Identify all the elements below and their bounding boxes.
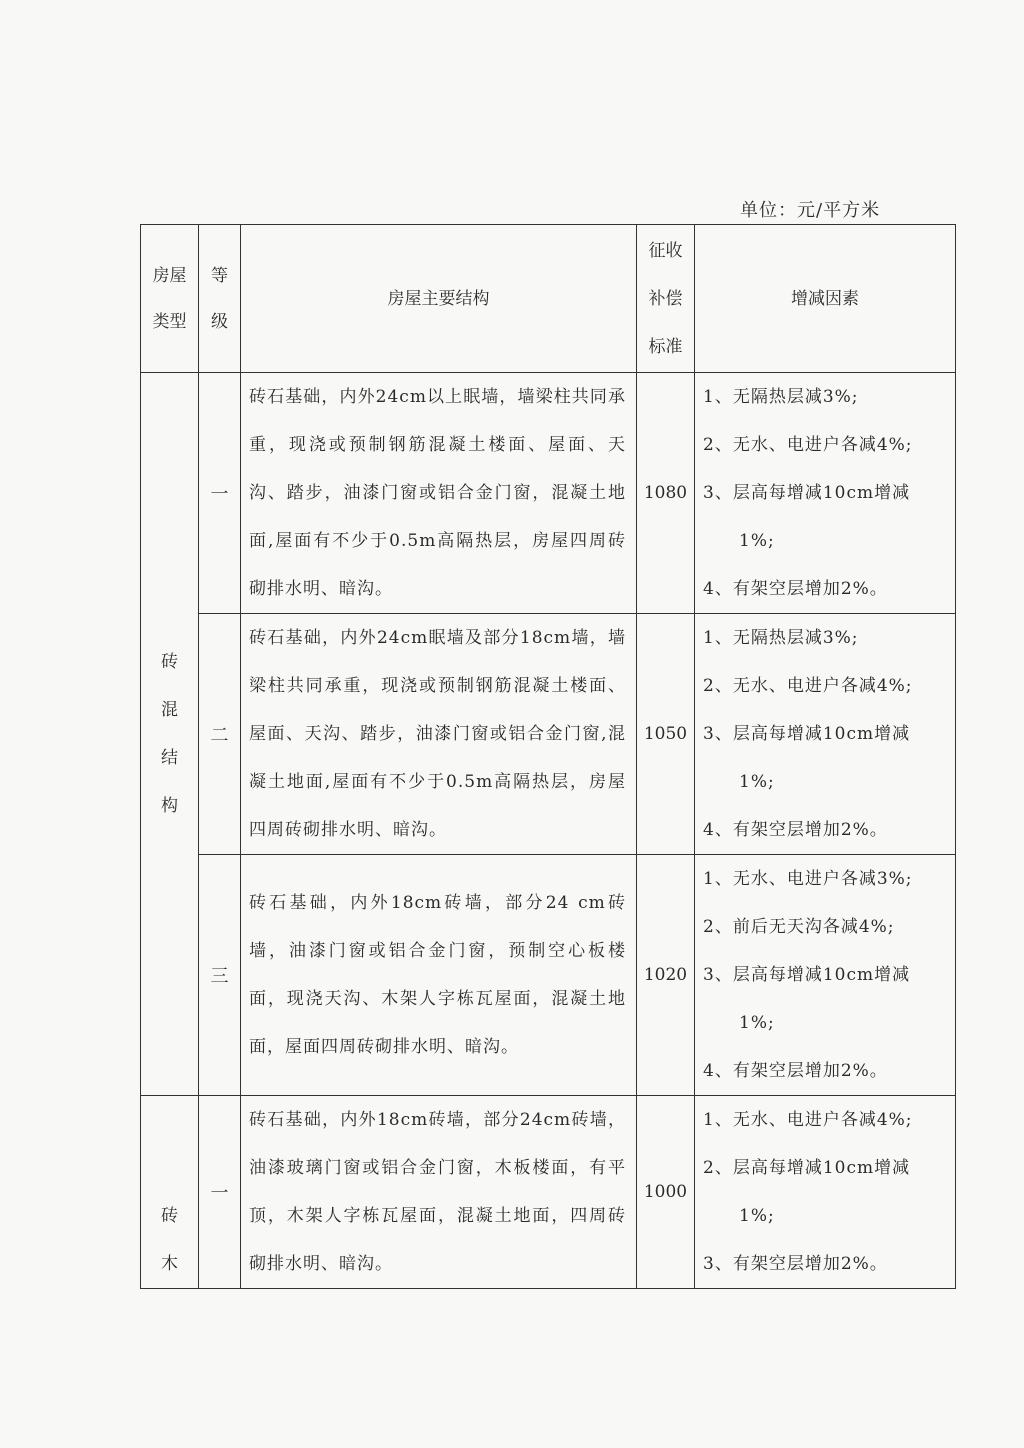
table-row (141, 373, 956, 614)
header-standard-line1: 征收 (648, 240, 683, 261)
factor-line: 3、有架空层增加2%。 (703, 1254, 888, 1274)
standard-cell: 1020 (637, 855, 695, 1096)
factor-line: 1%; (739, 772, 775, 792)
compensation-table (140, 224, 956, 1289)
factor-line: 4、有架空层增加2%。 (703, 820, 888, 840)
header-structure: 房屋主要结构 (241, 225, 637, 373)
type-char: 构 (161, 796, 178, 816)
factor-line: 3、层高每增减10cm增减 (703, 724, 911, 744)
type-char: 砖 (161, 652, 178, 672)
structure-cell: 砖石基础，内外24cm以上眠墙，墙梁柱共同承重，现浇或预制钢筋混凝土楼面、屋面、天沟、踏步，油漆门窗或铝合金门窗，混凝土地面,屋面有不少于0.5m高隔热层，房屋四周砖砌排水明、暗沟。 (241, 373, 637, 614)
factor-line: 1%; (739, 1013, 775, 1033)
factor-line: 3、层高每增减10cm增减 (703, 483, 911, 503)
type-cell-brick-concrete (141, 373, 199, 1096)
factor-line: 2、无水、电进户各减4%; (703, 676, 913, 696)
table-row (141, 855, 956, 1096)
table-header-row (141, 225, 956, 373)
factors-cell (695, 373, 956, 614)
factor-line: 2、层高每增减10cm增减 (703, 1158, 911, 1178)
factor-line: 1%; (739, 531, 775, 551)
factor-line: 2、无水、电进户各减4%; (703, 435, 913, 455)
structure-cell: 砖石基础，内外18cm砖墙，部分24cm砖墙，油漆玻璃门窗或铝合金门窗，木板楼面，有平顶，木架人字栋瓦屋面，混凝土地面，四周砖砌排水明、暗沟。 (241, 1096, 637, 1289)
header-type (141, 225, 199, 373)
factor-line: 1、无水、电进户各减4%; (703, 1110, 913, 1130)
structure-cell: 砖石基础，内外24cm眠墙及部分18cm墙，墙梁柱共同承重，现浇或预制钢筋混凝土楼面、屋面、天沟、踏步，油漆门窗或铝合金门窗,混凝土地面,屋面有不少于0.5m高隔热层，房屋四周砖砌排水明、暗沟。 (241, 614, 637, 855)
header-grade-line1: 等 (211, 265, 228, 286)
factor-line: 1、无水、电进户各减3%; (703, 869, 913, 889)
header-type-line1: 房屋 (152, 265, 187, 286)
type-char: 砖 (161, 1206, 178, 1226)
standard-cell: 1080 (637, 373, 695, 614)
type-char: 木 (161, 1254, 178, 1274)
header-grade-line2: 级 (211, 311, 228, 332)
grade-cell: 一 (199, 373, 241, 614)
factor-line: 3、层高每增减10cm增减 (703, 965, 911, 985)
table-row (141, 614, 956, 855)
header-standard-line2: 补偿 (648, 288, 683, 309)
factor-line: 1%; (739, 1206, 775, 1226)
header-grade (199, 225, 241, 373)
unit-label: 单位：元/平方米 (740, 200, 881, 221)
factors-cell (695, 855, 956, 1096)
factor-line: 4、有架空层增加2%。 (703, 1061, 888, 1081)
factor-line: 1、无隔热层减3%; (703, 628, 859, 648)
table-row (141, 1096, 956, 1289)
header-standard (637, 225, 695, 373)
standard-cell: 1000 (637, 1096, 695, 1289)
factor-line: 1、无隔热层减3%; (703, 387, 859, 407)
factor-line: 4、有架空层增加2%。 (703, 579, 888, 599)
grade-cell: 一 (199, 1096, 241, 1289)
type-char: 结 (161, 748, 178, 768)
header-standard-line3: 标准 (648, 336, 683, 357)
standard-cell: 1050 (637, 614, 695, 855)
factors-cell (695, 1096, 956, 1289)
grade-cell: 二 (199, 614, 241, 855)
header-factors: 增减因素 (695, 225, 956, 373)
header-type-line2: 类型 (152, 311, 187, 332)
structure-cell: 砖石基础，内外18cm砖墙，部分24 cm砖墙，油漆门窗或铝合金门窗，预制空心板楼面，现浇天沟、木架人字栋瓦屋面，混凝土地面，屋面四周砖砌排水明、暗沟。 (241, 855, 637, 1096)
type-cell-brick-wood (141, 1096, 199, 1289)
type-char: 混 (161, 700, 178, 720)
grade-cell: 三 (199, 855, 241, 1096)
factor-line: 2、前后无天沟各减4%; (703, 917, 895, 937)
factors-cell (695, 614, 956, 855)
